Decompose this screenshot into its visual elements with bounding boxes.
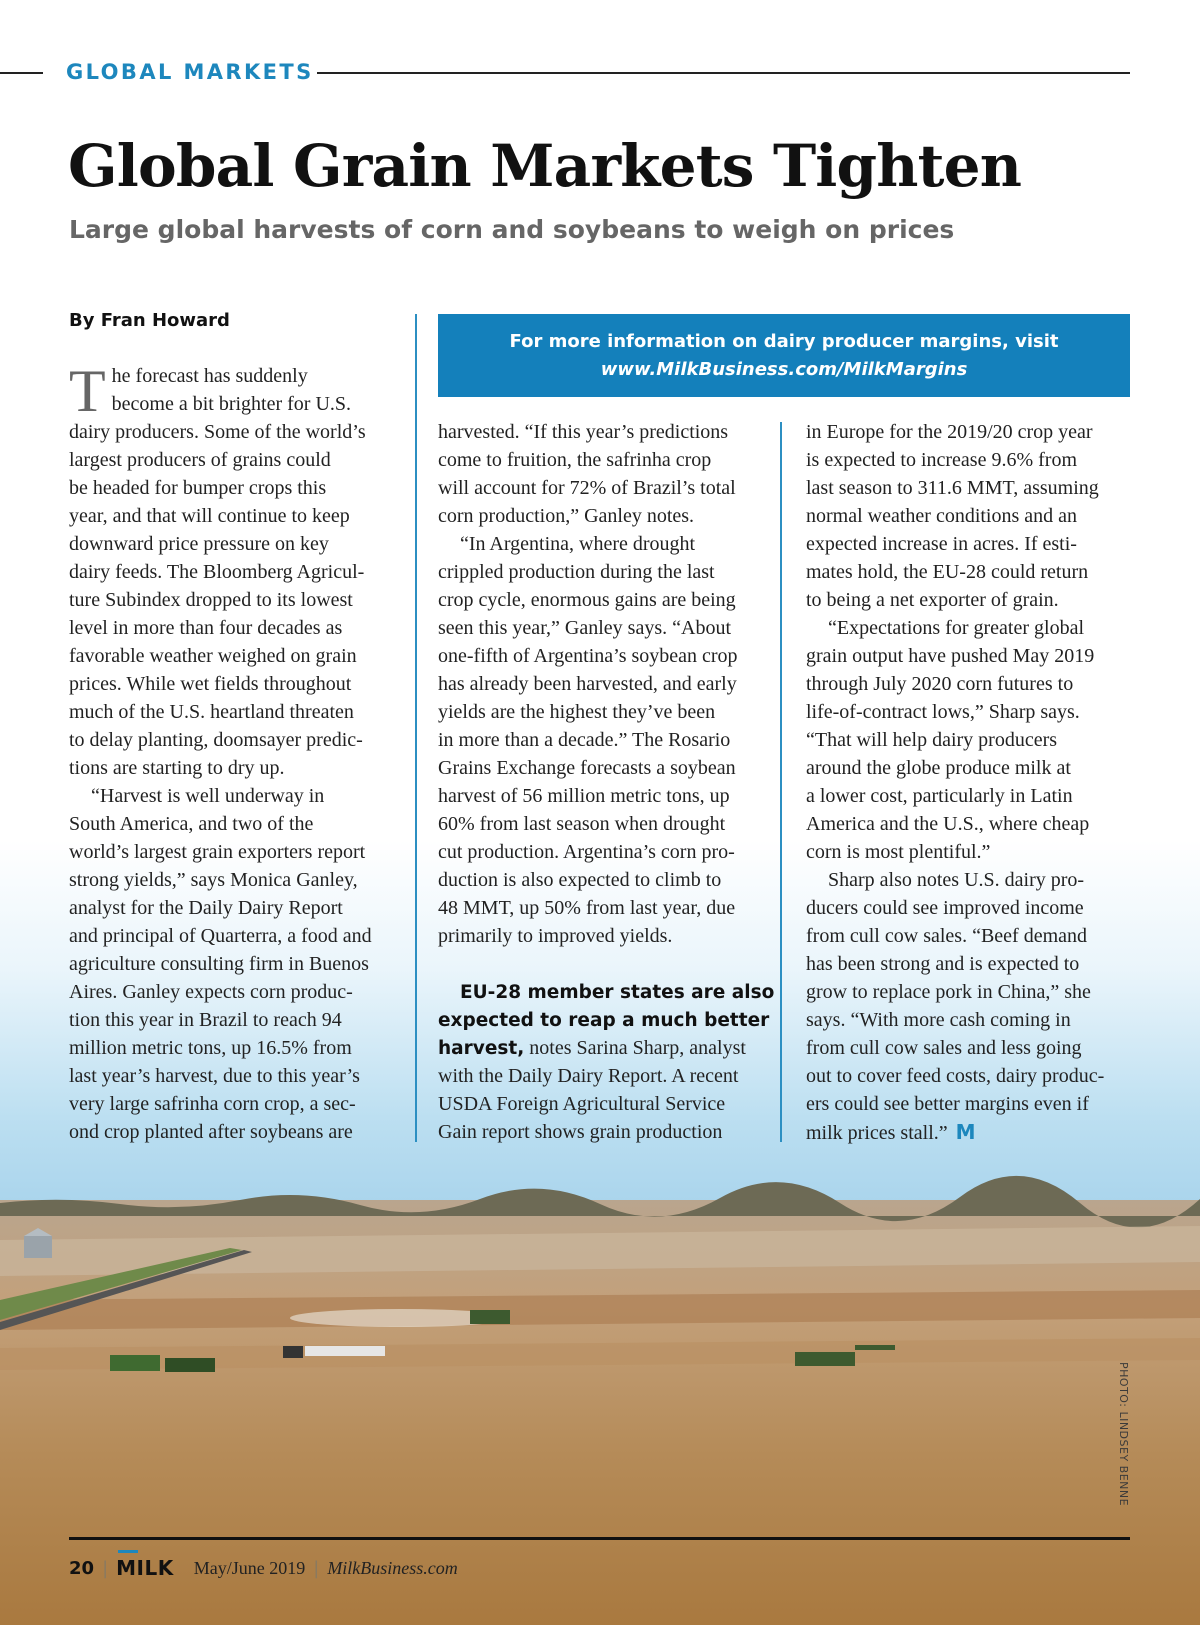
text-line: very large safrinha corn crop, a sec- — [69, 1093, 356, 1115]
text-line: crop cycle, enormous gains are being — [438, 589, 736, 611]
text-line: life-of-contract lows,” Sharp says. — [806, 701, 1080, 723]
column-divider-1 — [415, 314, 417, 1142]
text-line: through July 2020 corn futures to — [806, 673, 1074, 695]
text-line: be headed for bumper crops this — [69, 477, 327, 499]
text-line: harvest of 56 million metric tons, up — [438, 785, 730, 807]
text-line: tion this year in Brazil to reach 94 — [69, 1009, 342, 1031]
footer-separator: | — [102, 1557, 109, 1579]
callout-box — [438, 314, 1130, 397]
text-line: harvested. “If this year’s predictions — [438, 421, 729, 443]
article-column-1 — [69, 358, 404, 1146]
text-line: 48 MMT, up 50% from last year, due — [438, 897, 736, 919]
text-line: will account for 72% of Brazil’s total — [438, 477, 736, 499]
text-fragment: notes Sarina Sharp, analyst — [524, 1037, 746, 1059]
text-line: in more than a decade.” The Rosario — [438, 729, 731, 751]
text-line: year, and that will continue to keep — [69, 505, 350, 527]
section-rule-right — [317, 72, 1130, 74]
headline: Global Grain Markets Tighten — [68, 132, 1022, 200]
text-line: around the globe produce milk at — [806, 757, 1071, 779]
text-line: “Harvest is well underway in — [91, 785, 325, 807]
text-line: Gain report shows grain production — [438, 1121, 723, 1143]
text-line: grow to replace pork in China,” she — [806, 981, 1091, 1003]
text-line: primarily to improved yields. — [438, 925, 673, 947]
text-line: in Europe for the 2019/20 crop year — [806, 421, 1093, 443]
text-line: “In Argentina, where drought — [460, 533, 696, 555]
logo-text: MILK — [116, 1556, 174, 1580]
text-line: strong yields,” says Monica Ganley, — [69, 869, 358, 891]
section-label: GLOBAL MARKETS — [66, 60, 314, 84]
page-number: 20 — [69, 1557, 95, 1579]
deck: Large global harvests of corn and soybeans to weigh on prices — [69, 215, 955, 244]
logo-accent-bar — [118, 1550, 138, 1553]
text-line: and principal of Quarterra, a food and — [69, 925, 372, 947]
text-line: “Expectations for greater global — [828, 617, 1084, 639]
text-line: Sharp also notes U.S. dairy pro- — [828, 869, 1085, 891]
text-line: from cull cow sales and less going — [806, 1037, 1082, 1059]
text-line: America and the U.S., where cheap — [806, 813, 1090, 835]
text-line: ers could see better margins even if — [806, 1093, 1089, 1115]
text-line: says. “With more cash coming in — [806, 1009, 1071, 1031]
text-line: world’s largest grain exporters report — [69, 841, 366, 863]
end-mark-logo: M — [955, 1120, 976, 1144]
page-footer — [69, 1555, 458, 1581]
text-line: favorable weather weighed on grain — [69, 645, 357, 667]
text-line: ond crop planted after soybeans are — [69, 1121, 353, 1143]
text-line: yields are the highest they’ve been — [438, 701, 716, 723]
text-line: is expected to increase 9.6% from — [806, 449, 1078, 471]
text-line: much of the U.S. heartland threaten — [69, 701, 354, 723]
text-line: USDA Foreign Agricultural Service — [438, 1093, 726, 1115]
text-line: become a bit brighter for U.S. — [111, 393, 352, 415]
text-line: has been strong and is expected to — [806, 953, 1080, 975]
text-line: duction is also expected to climb to — [438, 869, 722, 891]
text-line — [806, 1118, 1130, 1146]
text-line: cut production. Argentina’s corn pro- — [438, 841, 735, 863]
lead-in-bold: expected to reap a much better — [438, 1010, 770, 1031]
text-line: “That will help dairy producers — [806, 729, 1058, 751]
text-line: largest producers of grains could — [69, 449, 331, 471]
photo-credit: PHOTO: LINDSEY BENNE — [1117, 1362, 1130, 1507]
text-line: crippled production during the last — [438, 561, 715, 583]
article-column-2 — [438, 418, 775, 1146]
text-line: corn production,” Ganley notes. — [438, 505, 695, 527]
text-line: level in more than four decades as — [69, 617, 343, 639]
blank-line — [438, 950, 768, 978]
text-line: normal weather conditions and an — [806, 505, 1078, 527]
text-line: from cull cow sales. “Beef demand — [806, 925, 1088, 947]
text-line — [438, 1006, 768, 1034]
text-line: grain output have pushed May 2019 — [806, 645, 1095, 667]
callout-link[interactable]: www.MilkBusiness.com/MilkMargins — [600, 358, 968, 380]
milk-logo — [116, 1556, 174, 1580]
text-line: corn is most plentiful.” — [806, 841, 991, 863]
text-line: Grains Exchange forecasts a soybean — [438, 757, 736, 779]
text-line — [438, 978, 775, 1006]
callout-text: For more information on dairy producer margins, visit — [509, 330, 1059, 352]
text-line — [438, 1034, 768, 1062]
footer-separator: | — [313, 1557, 320, 1579]
text-line: analyst for the Daily Dairy Report — [69, 897, 343, 919]
text-line: a lower cost, particularly in Latin — [806, 785, 1073, 807]
text-line: seen this year,” Ganley says. “About — [438, 617, 731, 639]
text-line: out to cover feed costs, dairy produc- — [806, 1065, 1105, 1087]
text-line: with the Daily Dairy Report. A recent — [438, 1065, 739, 1087]
article-column-3 — [806, 418, 1130, 1146]
text-line: prices. While wet fields throughout — [69, 673, 352, 695]
section-rule-left — [0, 72, 43, 74]
text-fragment: milk prices stall.” — [806, 1122, 948, 1144]
text-line: dairy producers. Some of the world’s — [69, 421, 366, 443]
text-line: agriculture consulting firm in Buenos — [69, 953, 369, 975]
text-line: mates hold, the EU-28 could return — [806, 561, 1089, 583]
drop-cap: T — [69, 358, 106, 424]
text-line: tions are starting to dry up. — [69, 757, 285, 779]
lead-in-bold: EU-28 member states are also — [460, 982, 775, 1003]
text-line: downward price pressure on key — [69, 533, 329, 555]
text-line: he forecast has suddenly — [111, 365, 308, 387]
footer-rule — [69, 1537, 1130, 1540]
text-line: has already been harvested, and early — [438, 673, 737, 695]
lead-in-bold: harvest, — [438, 1038, 525, 1059]
text-line: to delay planting, doomsayer predic- — [69, 729, 363, 751]
issue-date: May/June 2019 — [193, 1557, 306, 1578]
text-line: ture Subindex dropped to its lowest — [69, 589, 353, 611]
byline: By Fran Howard — [69, 310, 230, 331]
text-line: last year’s harvest, due to this year’s — [69, 1065, 360, 1087]
text-line: million metric tons, up 16.5% from — [69, 1037, 352, 1059]
text-line: dairy feeds. The Bloomberg Agricul- — [69, 561, 365, 583]
text-line: ducers could see improved income — [806, 897, 1084, 919]
text-line: Aires. Ganley expects corn produc- — [69, 981, 353, 1003]
text-line: last season to 311.6 MMT, assuming — [806, 477, 1099, 499]
website-link[interactable]: MilkBusiness.com — [327, 1557, 458, 1578]
column-divider-2 — [780, 422, 782, 1142]
text-line: South America, and two of the — [69, 813, 314, 835]
text-line: one-fifth of Argentina’s soybean crop — [438, 645, 738, 667]
text-line: expected increase in acres. If esti- — [806, 533, 1077, 555]
text-line: come to fruition, the safrinha crop — [438, 449, 712, 471]
text-line: to being a net exporter of grain. — [806, 589, 1059, 611]
text-line: 60% from last season when drought — [438, 813, 726, 835]
